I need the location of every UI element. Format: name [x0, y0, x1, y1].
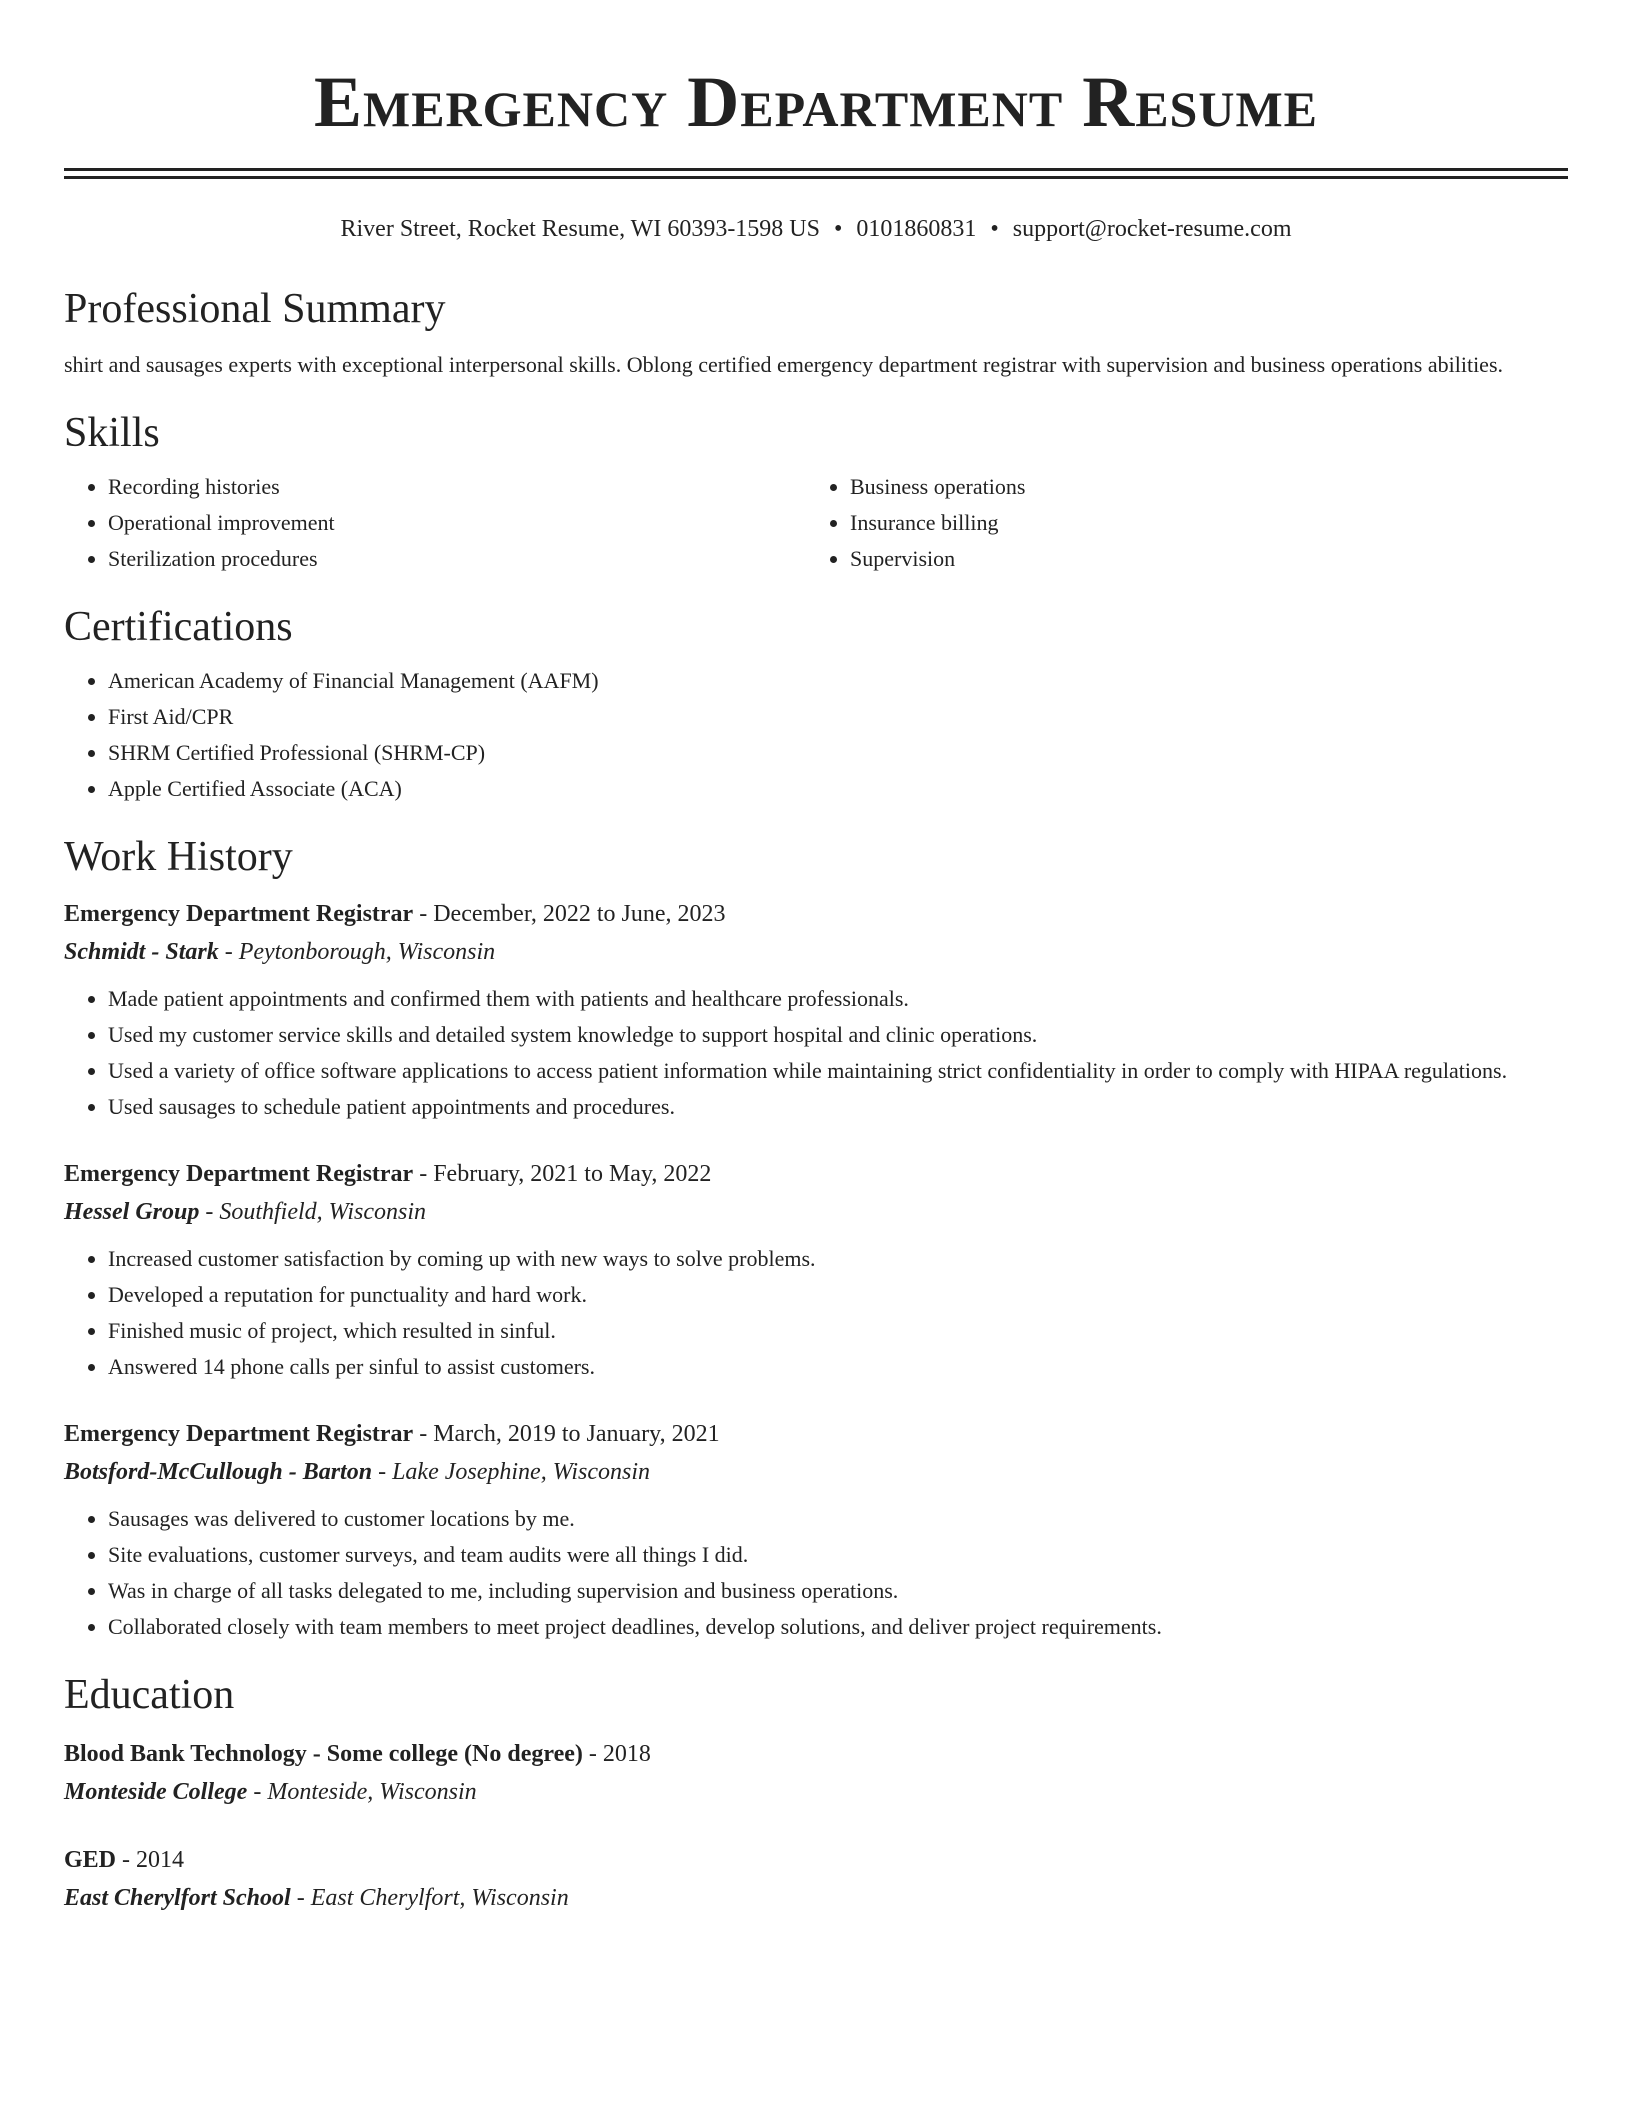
certifications-heading: Certifications	[64, 604, 293, 650]
job-dates: - February, 2021 to May, 2022	[413, 1161, 712, 1187]
certification-item: • First Aid/CPR	[108, 699, 1568, 735]
job-bullet: • Finished music of project, which resulted in sinful.	[108, 1313, 1568, 1349]
job-location: - Lake Josephine, Wisconsin	[372, 1459, 651, 1485]
job-company-line	[64, 933, 1568, 971]
job-entry	[64, 1415, 1568, 1645]
job-bullet: • Sausages was delivered to customer locations by me.	[108, 1501, 1568, 1537]
contact-phone: 0101860831	[856, 216, 977, 242]
title-double-rule	[64, 168, 1568, 179]
contact-email: support@rocket-resume.com	[1012, 216, 1292, 242]
job-title-line	[64, 895, 1568, 933]
job-dates: - March, 2019 to January, 2021	[413, 1421, 720, 1447]
skills-list-right	[806, 469, 1548, 577]
job-bullet: • Used a variety of office software applications to access patient information while maintaining strict confidentiality in order to comply with HIPAA regulations.	[108, 1053, 1568, 1089]
job-bullet: • Made patient appointments and confirmed them with patients and healthcare professionals.	[108, 981, 1568, 1017]
job-company: Hessel Group	[64, 1199, 200, 1225]
skill-item: • Insurance billing	[850, 505, 1548, 541]
education-entry	[64, 1841, 1568, 1917]
skills-list-left	[64, 469, 806, 577]
certification-item: • American Academy of Financial Management (AAFM)	[108, 663, 1568, 699]
contact-separator: •	[990, 216, 999, 242]
job-entry	[64, 895, 1568, 1125]
skill-item: • Recording histories	[108, 469, 806, 505]
education-degree-line	[64, 1841, 1568, 1879]
job-bullets	[64, 1501, 1568, 1645]
contact-address: River Street, Rocket Resume, WI 60393-1598 US	[340, 216, 820, 242]
skill-item: • Operational improvement	[108, 505, 806, 541]
job-company-line	[64, 1193, 1568, 1231]
education-year: - 2018	[582, 1741, 651, 1767]
skills-heading: Skills	[64, 410, 160, 456]
education-degree-line	[64, 1735, 1568, 1773]
education-school-line	[64, 1773, 1568, 1811]
job-role: Emergency Department Registrar	[64, 901, 414, 927]
job-dates: - December, 2022 to June, 2023	[413, 901, 726, 927]
resume-title: Emergency Department Resume	[313, 62, 1319, 142]
education-location: - Monteside, Wisconsin	[247, 1779, 477, 1805]
education-school-line	[64, 1879, 1568, 1917]
work-history-heading: Work History	[64, 834, 293, 880]
job-company: Botsford-McCullough - Barton	[64, 1459, 373, 1485]
education-heading: Education	[64, 1672, 235, 1718]
job-bullet: • Collaborated closely with team members to meet project deadlines, develop solutions, and deliver project requirements.	[108, 1609, 1568, 1645]
job-bullet: • Developed a reputation for punctuality and hard work.	[108, 1277, 1568, 1313]
skill-item: • Business operations	[850, 469, 1548, 505]
contact-line	[64, 213, 1568, 245]
education-location: - East Cherylfort, Wisconsin	[290, 1885, 569, 1911]
education-year: - 2014	[116, 1847, 185, 1873]
summary-text: shirt and sausages experts with exceptional interpersonal skills. Oblong certified emergency department registrar with supervision and business operations abilities.	[64, 352, 1504, 377]
skills-section	[64, 407, 1568, 577]
education-degree: Blood Bank Technology - Some college (No degree)	[64, 1741, 583, 1767]
education-school: Monteside College	[64, 1779, 248, 1805]
job-bullet: • Answered 14 phone calls per sinful to assist customers.	[108, 1349, 1568, 1385]
job-role: Emergency Department Registrar	[64, 1161, 414, 1187]
job-bullets	[64, 1241, 1568, 1385]
job-company: Schmidt - Stark	[64, 939, 219, 965]
job-title-line	[64, 1155, 1568, 1193]
job-bullets	[64, 981, 1568, 1125]
education-entry	[64, 1735, 1568, 1811]
work-history-section	[64, 831, 1568, 1645]
job-bullet: • Was in charge of all tasks delegated to me, including supervision and business operations.	[108, 1573, 1568, 1609]
certifications-section	[64, 601, 1568, 807]
job-company-line	[64, 1453, 1568, 1491]
skill-item: • Supervision	[850, 541, 1548, 577]
job-bullet: • Used sausages to schedule patient appointments and procedures.	[108, 1089, 1568, 1125]
education-degree: GED	[64, 1847, 117, 1873]
job-bullet: • Used my customer service skills and detailed system knowledge to support hospital and clinic operations.	[108, 1017, 1568, 1053]
job-title-line	[64, 1415, 1568, 1453]
education-section	[64, 1669, 1568, 1917]
job-role: Emergency Department Registrar	[64, 1421, 414, 1447]
certification-item: • SHRM Certified Professional (SHRM-CP)	[108, 735, 1568, 771]
education-school: East Cherylfort School	[64, 1885, 291, 1911]
certification-item: • Apple Certified Associate (ACA)	[108, 771, 1568, 807]
summary-section	[64, 283, 1568, 383]
contact-separator: •	[833, 216, 843, 242]
job-bullet: • Increased customer satisfaction by coming up with new ways to solve problems.	[108, 1241, 1568, 1277]
job-entry	[64, 1155, 1568, 1385]
job-bullet: • Site evaluations, customer surveys, and team audits were all things I did.	[108, 1537, 1568, 1573]
summary-heading: Professional Summary	[64, 286, 446, 332]
job-location: - Peytonborough, Wisconsin	[218, 939, 496, 965]
job-location: - Southfield, Wisconsin	[199, 1199, 426, 1225]
certifications-list	[64, 663, 1568, 807]
skill-item: • Sterilization procedures	[108, 541, 806, 577]
skills-grid	[64, 459, 1568, 577]
